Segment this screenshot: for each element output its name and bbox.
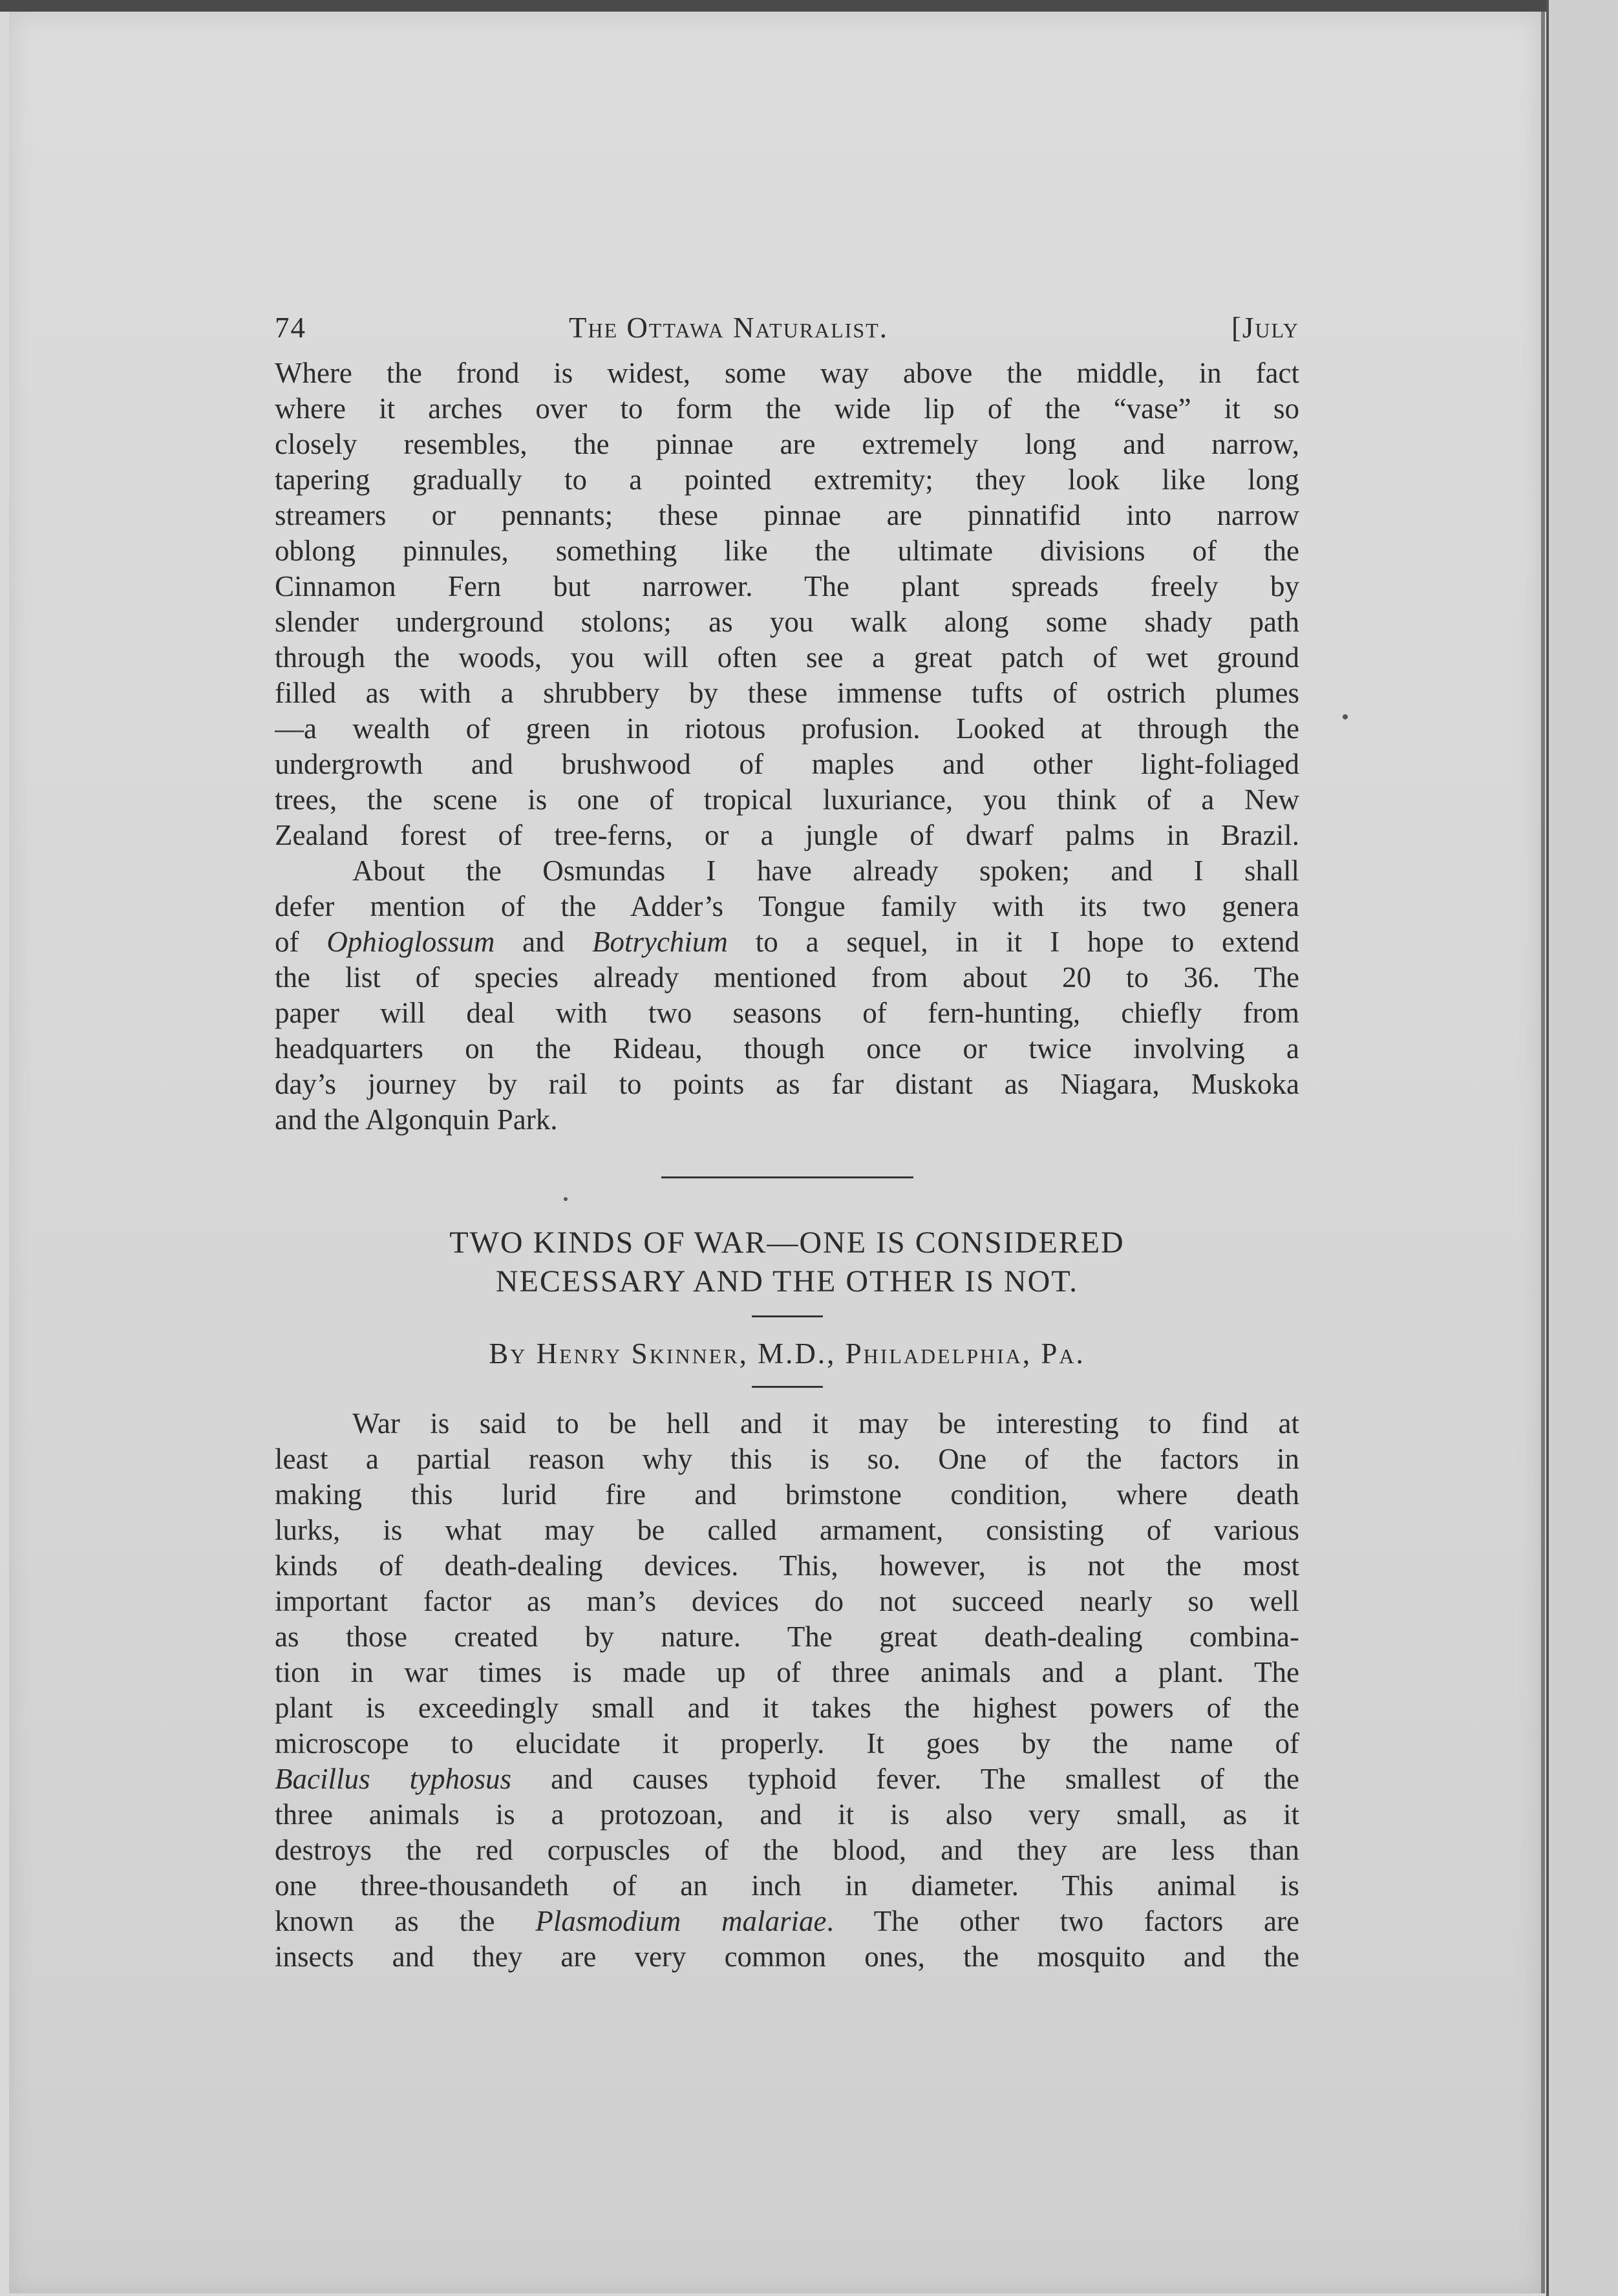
page-number: 74: [275, 312, 306, 344]
text-run: . The other two factors are: [826, 1905, 1299, 1937]
species-name: Bacillus typhosus: [275, 1763, 512, 1795]
running-head: [275, 310, 1299, 356]
text-line: three animals is a protozoan, and it is also very small, as it: [275, 1798, 1299, 1831]
text-line: paper will deal with two seasons of fern-hunting, chiefly from: [275, 997, 1299, 1029]
author-byline: By Henry Skinner, M.D., Philadelphia, Pa.: [489, 1337, 1085, 1370]
text-line: kinds of death-dealing devices. This, however, is not the most: [275, 1549, 1299, 1582]
article-title-line: NECESSARY AND THE OTHER IS NOT.: [495, 1264, 1079, 1299]
genus-name: Ophioglossum: [326, 926, 495, 958]
journal-title: The Ottawa Naturalist.: [569, 312, 888, 344]
section-divider: [661, 1176, 913, 1178]
text-line: where it arches over to form the wide lip of the “vase” it so: [275, 392, 1299, 425]
article-title-line: TWO KINDS OF WAR—ONE IS CONSIDERED: [449, 1226, 1125, 1260]
text-line: War is said to be hell and it may be interesting to find at: [352, 1407, 1299, 1440]
paragraph-osmundas: [275, 853, 1299, 1138]
paragraph-fern-description: [275, 356, 1299, 853]
byline-rule: [752, 1386, 823, 1388]
text-line: least a partial reason why this is so. One of the factors in: [275, 1443, 1299, 1475]
text-line: defer mention of the Adder’s Tongue family with its two genera: [275, 890, 1299, 922]
paragraph-war: [275, 1406, 1299, 1975]
text-line: [275, 924, 1299, 960]
text-run: and causes typhoid fever. The smallest of the: [511, 1763, 1299, 1795]
issue-month: [July: [1231, 312, 1299, 344]
text-line: as those created by nature. The great death-dealing combina-: [275, 1621, 1299, 1653]
text-line: slender underground stolons; as you walk along some shady path: [275, 606, 1299, 638]
text-line: day’s journey by rail to points as far distant as Niagara, Muskoka: [275, 1068, 1299, 1100]
text-line: oblong pinnules, something like the ultimate divisions of the: [275, 535, 1299, 567]
text-line: undergrowth and brushwood of maples and other light-foliaged: [275, 748, 1299, 780]
text-line: Zealand forest of tree-ferns, or a jungle of dwarf palms in Brazil.: [275, 819, 1299, 851]
title-rule: [752, 1315, 823, 1317]
text-line: making this lurid fire and brimstone condition, where death: [275, 1478, 1299, 1511]
text-run: to a sequel, in it I hope to extend: [727, 926, 1299, 958]
text-line: [275, 1904, 1299, 1939]
text-line: plant is exceedingly small and it takes the highest powers of the: [275, 1692, 1299, 1724]
text-line: microscope to elucidate it properly. It goes by the name of: [275, 1727, 1299, 1759]
text-line: and the Algonquin Park.: [275, 1103, 558, 1136]
text-line: headquarters on the Rideau, though once or twice involving a: [275, 1032, 1299, 1065]
text-line: through the woods, you will often see a great patch of wet ground: [275, 641, 1299, 674]
text-run: and: [495, 926, 592, 958]
text-line: Where the frond is widest, some way above the middle, in fact: [275, 357, 1299, 389]
text-line: one three-thousandeth of an inch in diameter. This animal is: [275, 1869, 1299, 1902]
scan-top-edge: [0, 0, 1618, 12]
text-line: important factor as man’s devices do not succeed nearly so well: [275, 1585, 1299, 1617]
genus-name: Botrychium: [591, 926, 728, 958]
text-line: Cinnamon Fern but narrower. The plant spreads freely by: [275, 570, 1299, 602]
text-line: tapering gradually to a pointed extremity; they look like long: [275, 463, 1299, 496]
text-line: filled as with a shrubbery by these immense tufts of ostrich plumes: [275, 677, 1299, 709]
text-line: closely resembles, the pinnae are extremely long and narrow,: [275, 428, 1299, 460]
text-line: insects and they are very common ones, the mosquito and the: [275, 1940, 1299, 1973]
text-line: tion in war times is made up of three animals and a plant. The: [275, 1656, 1299, 1688]
article-title: [275, 1224, 1299, 1301]
text-line: [275, 1761, 1299, 1797]
text-run: known as the: [275, 1905, 536, 1937]
adjacent-page-edge: [1546, 0, 1618, 2296]
text-line: streamers or pennants; these pinnae are pinnatifid into narrow: [275, 499, 1299, 531]
text-line: trees, the scene is one of tropical luxuriance, you think of a New: [275, 783, 1299, 816]
species-name: Plasmodium malariae: [535, 1905, 827, 1937]
text-line: —a wealth of green in riotous profusion. Looked at through the: [275, 712, 1299, 745]
text-line: About the Osmundas I have already spoken; and I shall: [352, 855, 1299, 887]
text-line: lurks, is what may be called armament, consisting of various: [275, 1514, 1299, 1546]
ink-speck: [1343, 714, 1348, 719]
page-content: [275, 310, 1299, 1975]
text-line: destroys the red corpuscles of the blood, and they are less than: [275, 1834, 1299, 1866]
text-line: the list of species already mentioned from about 20 to 36. The: [275, 961, 1299, 994]
text-run: of: [275, 926, 327, 958]
